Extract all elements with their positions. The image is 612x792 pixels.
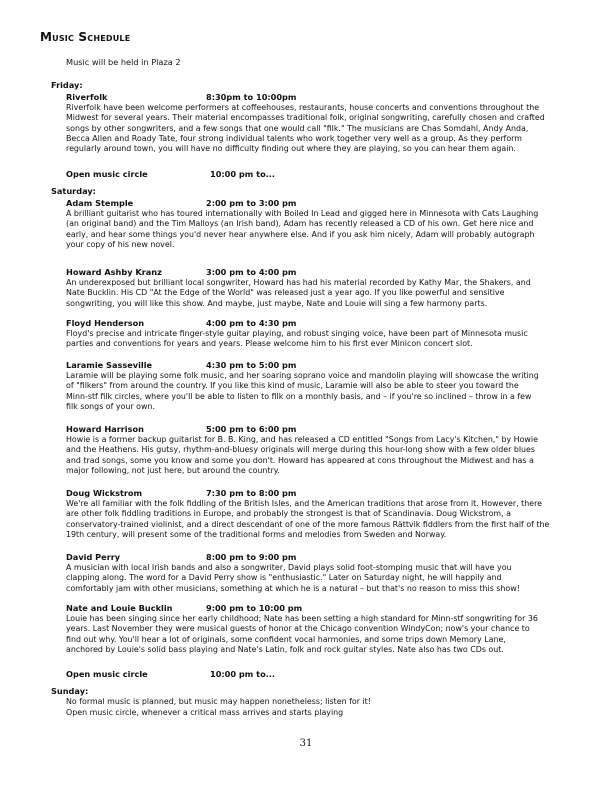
description-line: filk songs of your own. <box>66 401 155 411</box>
performance-time: 2:00 pm to 3:00 pm <box>206 198 297 208</box>
performer-name: Riverfolk <box>66 92 108 102</box>
entry-header <box>66 424 588 435</box>
description-line: A brilliant guitarist who has toured internationally with Boiled In Lead and gigged here in Minnesota with Cats Laughing <box>66 209 539 218</box>
schedule-entry <box>66 267 588 309</box>
description-line: Becca Allen and Roady Tate, four strong individual talents who work together very well as a group. As they perform <box>66 133 522 143</box>
description-line: Howie is a former backup guitarist for B. B. King, and has released a CD entitled "Songs from Lacy's Kitchen," by Howie <box>66 435 538 444</box>
performer-name: Open music circle <box>66 169 148 179</box>
performance-time: 10:00 pm to... <box>210 669 276 679</box>
description-line: We're all familiar with the folk fiddling of the British Isles, and the American traditions that arose from it. However, there <box>66 499 543 508</box>
description-line: conservatory-trained violinist, and a direct descendant of one of the more famous Rättvik fiddlers from the first half of the <box>66 519 550 529</box>
schedule-entry <box>66 360 588 412</box>
performer-name: Howard Harrison <box>66 424 144 434</box>
description-line: your copy of his new novel. <box>66 239 175 249</box>
description-line: find out why. You'll hear a lot of originals, some confident vocal harmonies, and some trips down Memory Lane, <box>66 634 506 644</box>
page-title: Music Schedule <box>40 30 131 44</box>
entry-header <box>66 169 588 180</box>
performer-description <box>66 209 588 250</box>
performer-name: Doug Wickstrom <box>66 488 143 498</box>
description-line: A musician with local Irish bands and also a songwriter, David plays solid foot-stomping music that will have you <box>66 563 512 572</box>
entry-header <box>66 92 588 103</box>
schedule-entry <box>66 198 588 250</box>
description-line: Midwest for several years. Their material encompasses traditional folk, original songwriting, carefully chosen and crafted <box>66 113 545 123</box>
performance-time: 4:30 pm to 5:00 pm <box>206 360 297 370</box>
description-line: years. Last November they were musical guests of honor at the Chicago convention WindyCon; now's your chance to <box>66 624 530 634</box>
schedule-entry <box>66 169 588 180</box>
performance-time: 10:00 pm to... <box>210 169 276 179</box>
performance-time: 4:00 pm to 4:30 pm <box>206 318 297 328</box>
schedule-entry <box>66 488 588 540</box>
schedule-entry <box>66 318 588 350</box>
schedule-entry <box>66 669 588 680</box>
performance-time: 9:00 pm to 10:00 pm <box>206 603 303 613</box>
performer-description <box>66 435 588 476</box>
sunday-note-2: Open music circle, whenever a critical mass arrives and starts playing <box>66 708 344 717</box>
performer-name: Laramie Sasseville <box>66 360 153 370</box>
description-line: major following, not just here, but around the country. <box>66 465 280 475</box>
entry-header <box>66 360 588 371</box>
schedule-entry <box>66 552 588 594</box>
entry-header <box>66 267 588 278</box>
description-line: of "filkers" from around the country. If you like this kind of music, Laramie will also be able to steer you toward the <box>66 381 519 391</box>
description-line: songwriting, you will like this show. And maybe, just maybe, Nate and Louie will sing a few harmony parts. <box>66 298 488 308</box>
performer-description <box>66 103 588 154</box>
performer-name: Open music circle <box>66 669 148 679</box>
performer-description <box>66 563 588 594</box>
performer-name: Adam Stemple <box>66 198 134 208</box>
schedule-entry <box>66 603 588 655</box>
performer-name: David Perry <box>66 552 121 562</box>
page-number: 31 <box>299 738 313 749</box>
description-line: and the Heathens. His gutsy, rhythm-and-bluesy originals will merge during this hour-long show with a few older blues <box>66 445 535 455</box>
performer-description <box>66 371 588 412</box>
description-line: regularly around town, you will have no difficulty finding out where they are playing, so you can hear them again. <box>66 144 516 154</box>
performance-time: 3:00 pm to 4:00 pm <box>206 267 297 277</box>
description-line: anchored by Louie's solid bass playing and Nate's Latin, folk and rock guitar styles. Nate also has two CDs out. <box>66 644 504 654</box>
entry-header <box>66 488 588 499</box>
description-line: (an original band) and the Tim Malloys (an Irish band), Adam has recently released a CD of his own. Get here nice and <box>66 219 534 229</box>
entry-header <box>66 198 588 209</box>
description-line: comfortably jam with other musicians, something at which he is a natural – but that's no reason to miss this show! <box>66 583 520 593</box>
performance-time: 7:30 pm to 8:00 pm <box>206 488 297 498</box>
entry-header <box>66 318 588 329</box>
venue-note: Music will be held in Plaza 2 <box>66 57 181 67</box>
description-line: Floyd's precise and intricate finger-style guitar playing, and robust singing voice, have been part of Minnesota music <box>66 329 528 338</box>
description-line: and trad songs, some you know and some you don't. Howard has appeared at cons throughout the Midwest and has a <box>66 455 534 465</box>
performance-time: 8:00 pm to 9:00 pm <box>206 552 297 562</box>
performer-description <box>66 278 588 309</box>
entry-header <box>66 603 588 614</box>
performance-time: 5:00 pm to 6:00 pm <box>206 424 297 434</box>
performer-description <box>66 614 588 655</box>
day-heading-friday: Friday: <box>51 80 83 90</box>
description-line: clapping along. The word for a David Perry show is "enthusiastic." Later on Saturday night, he will happily and <box>66 573 502 583</box>
description-line: Riverfolk have been welcome performers at coffeehouses, restaurants, house concerts and conventions throughout the <box>66 103 540 112</box>
description-line: An underexposed but brilliant local songwriter, Howard has had his material recorded by Kathy Mar, the Shakers, and <box>66 278 531 287</box>
description-line: Nate Bucklin. His CD "At the Edge of the World" was released just a year ago. If you like powerful and sensitive <box>66 288 505 298</box>
description-line: early, and hear some things you'd never hear anywhere else. And if you ask him nicely, Adam will probably autograph <box>66 229 535 239</box>
performance-time: 8:30pm to 10:00pm <box>206 92 297 102</box>
performer-name: Floyd Henderson <box>66 318 145 328</box>
schedule-entry <box>66 92 588 154</box>
entry-header <box>66 669 588 680</box>
performer-name: Howard Ashby Kranz <box>66 267 162 277</box>
description-line: parties and conventions for years and years. Please welcome him to his first ever Minicon concert slot. <box>66 339 473 349</box>
day-heading-sunday: Sunday: <box>51 686 89 696</box>
description-line: Laramie will be playing some folk music, and her soaring soprano voice and mandolin playing will showcase the writing <box>66 371 539 380</box>
description-line: Louie has been singing since her early childhood; Nate has been setting a high standard for Minn-stf songwriting for 36 <box>66 614 538 623</box>
performer-name: Nate and Louie Bucklin <box>66 603 173 613</box>
entry-header <box>66 552 588 563</box>
schedule-entry <box>66 424 588 476</box>
performer-description <box>66 329 588 350</box>
description-line: songs by other songwriters, and a few songs that one would call "filk." The musicians are Chas Somdahl, Andy Anda, <box>66 123 529 133</box>
sunday-note-1: No formal music is planned, but music may happen nonetheless; listen for it! <box>66 697 371 706</box>
description-line: Minn-stf filk circles, where you'll be able to listen to filk on a monthly basis, and – if you're so inclined – throw in a few <box>66 391 532 401</box>
description-line: 19th century, will present some of the traditional forms and melodies from Sweden and Norway. <box>66 529 447 539</box>
description-line: are other folk fiddling traditions in Europe, and probably the strongest is that of Scandinavia. Doug Wickstrom, a <box>66 509 511 519</box>
performer-description <box>66 499 588 540</box>
day-heading-saturday: Saturday: <box>51 186 96 196</box>
